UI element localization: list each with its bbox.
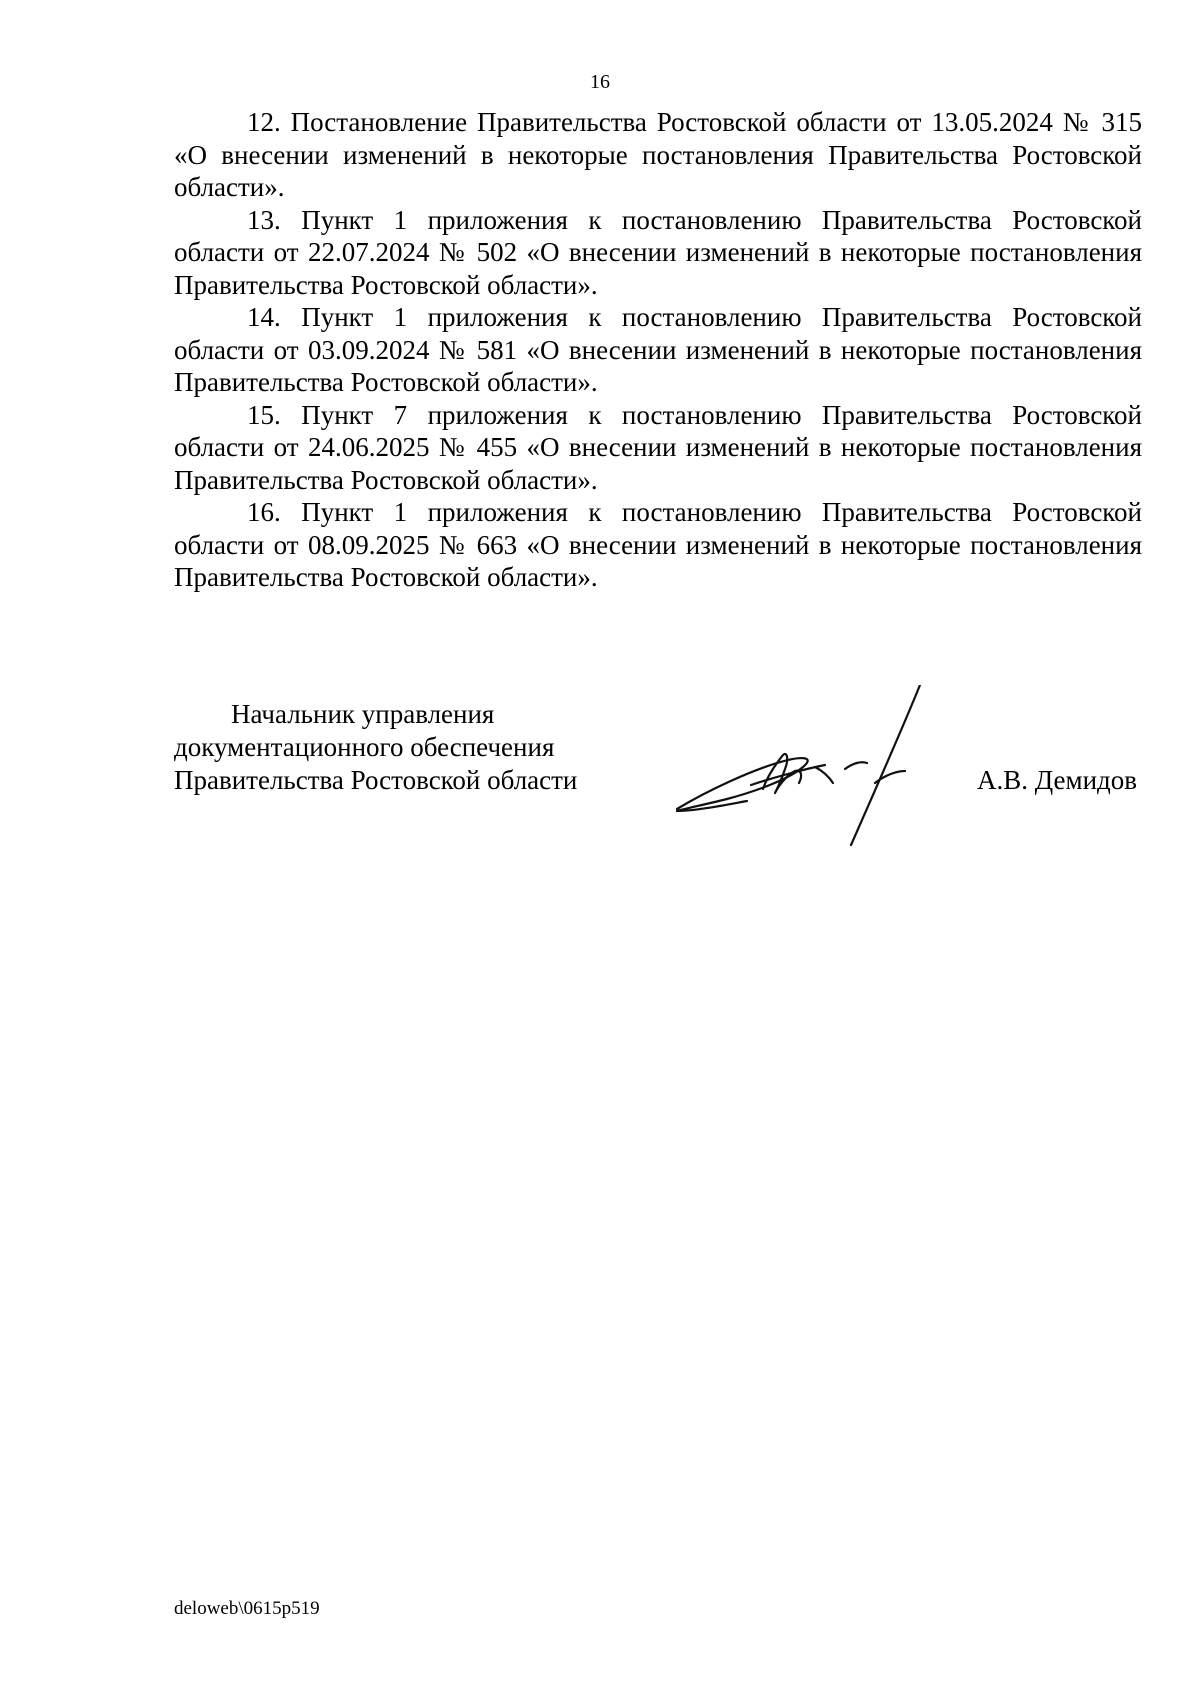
item-number: 15. xyxy=(247,399,281,430)
list-item xyxy=(174,399,1142,497)
list-item xyxy=(174,496,1142,594)
handwritten-signature xyxy=(655,685,955,850)
item-text: Постановление Правительства Ростовской области от 13.05.2024 № 315 «О внесении изменений в некоторые постановления Правительства Ростовской области». xyxy=(174,107,1142,202)
signer-position-line: документационного обеспечения xyxy=(174,732,555,762)
item-text: Пункт 1 приложения к постановлению Правительства Ростовской области от 08.09.2025 № 663 «О внесении изменений в некоторые постановления Правительства Ростовской области». xyxy=(174,497,1143,592)
signer-name: А.В. Демидов xyxy=(977,765,1138,795)
item-number: 16. xyxy=(247,497,281,527)
item-text: Пункт 1 приложения к постановлению Правительства Ростовской области от 22.07.2024 № 502 «О внесении изменений в некоторые постановления Правительства Ростовской области». xyxy=(174,204,1143,300)
document-code: deloweb\0615p519 xyxy=(174,1598,320,1619)
list-item xyxy=(174,204,1142,302)
item-number: 13. xyxy=(247,204,281,235)
document-body xyxy=(174,106,1142,594)
list-item xyxy=(174,301,1142,399)
signer-position-line: Начальник управления xyxy=(231,699,495,729)
item-number: 14. xyxy=(247,302,281,332)
item-text: Пункт 1 приложения к постановлению Правительства Ростовской области от 03.09.2024 № 581 «О внесении изменений в некоторые постановления Правительства Ростовской области». xyxy=(174,302,1143,397)
page-number: 16 xyxy=(590,71,610,93)
signer-position xyxy=(174,698,577,797)
item-text: Пункт 7 приложения к постановлению Правительства Ростовской области от 24.06.2025 № 455 «О внесении изменений в некоторые постановления Правительства Ростовской области». xyxy=(174,399,1143,495)
signer-position-line: Правительства Ростовской области xyxy=(174,765,578,795)
list-item xyxy=(174,106,1142,204)
item-number: 12. xyxy=(247,107,281,137)
